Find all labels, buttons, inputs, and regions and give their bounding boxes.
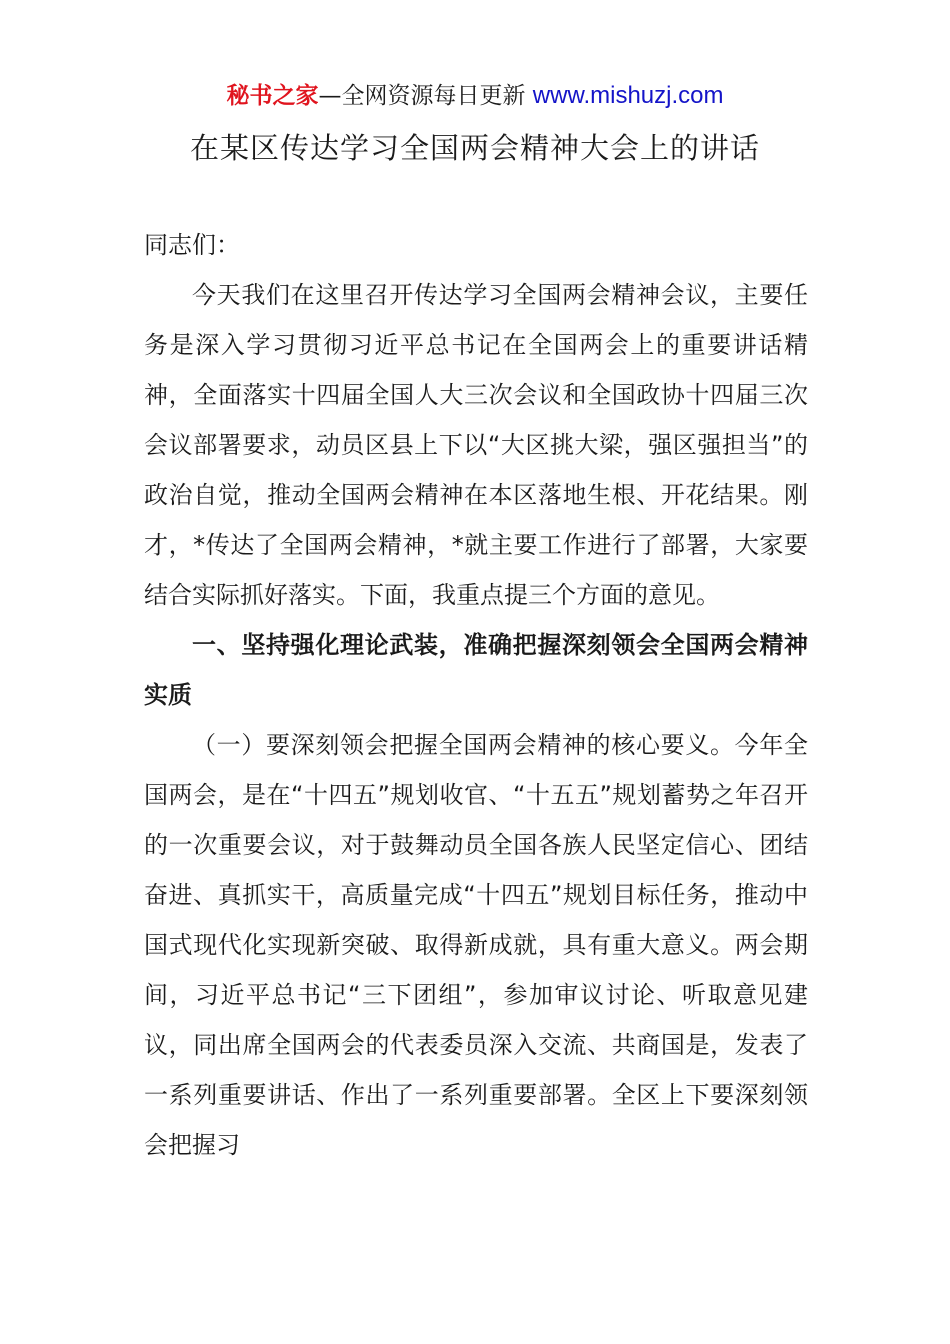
salutation: 同志们： [144, 231, 240, 259]
site-url-link[interactable]: www.mishuzj.com [532, 82, 724, 109]
header-tagline: —全网资源每日更新 [318, 83, 526, 109]
document-body [144, 220, 808, 1170]
body-paragraph: （一）要深刻领会把握全国两会精神的核心要义。今年全国两会，是在“十四五”规划收官、“十五五”规划蓄势之年召开的一次重要会议，对于鼓舞动员全国各族人民坚定信心、团结奋进、真抓实干，高质量完成“十四五”规划目标任务，推动中国式现代化实现新突破、取得新成就，具有重大意义。两会期间，习近平总书记“三下团组”，参加审议讨论、听取意见建议，同出席全国两会的代表委员深入交流、共商国是，发表了一系列重要讲话、作出了一系列重要部署。全区上下要深刻领会把握习 [144, 731, 808, 1159]
section-heading: 一、坚持强化理论武装，准确把握深刻领会全国两会精神实质 [144, 631, 808, 709]
document-title: 在某区传达学习全国两会精神大会上的讲话 [189, 131, 760, 165]
brand-name: 秘书之家 [226, 83, 319, 109]
body-paragraph: 今天我们在这里召开传达学习全国两会精神会议，主要任务是深入学习贯彻习近平总书记在全国两会上的重要讲话精神，全面落实十四届全国人大三次会议和全国政协十四届三次会议部署要求，动员区县上下以“大区挑大梁，强区强担当”的政治自觉，推动全国两会精神在本区落地生根、开花结果。刚才，*传达了全国两会精神，*就主要工作进行了部署，大家要结合实际抓好落实。下面，我重点提三个方面的意见。 [144, 281, 808, 609]
site-header [0, 80, 950, 112]
